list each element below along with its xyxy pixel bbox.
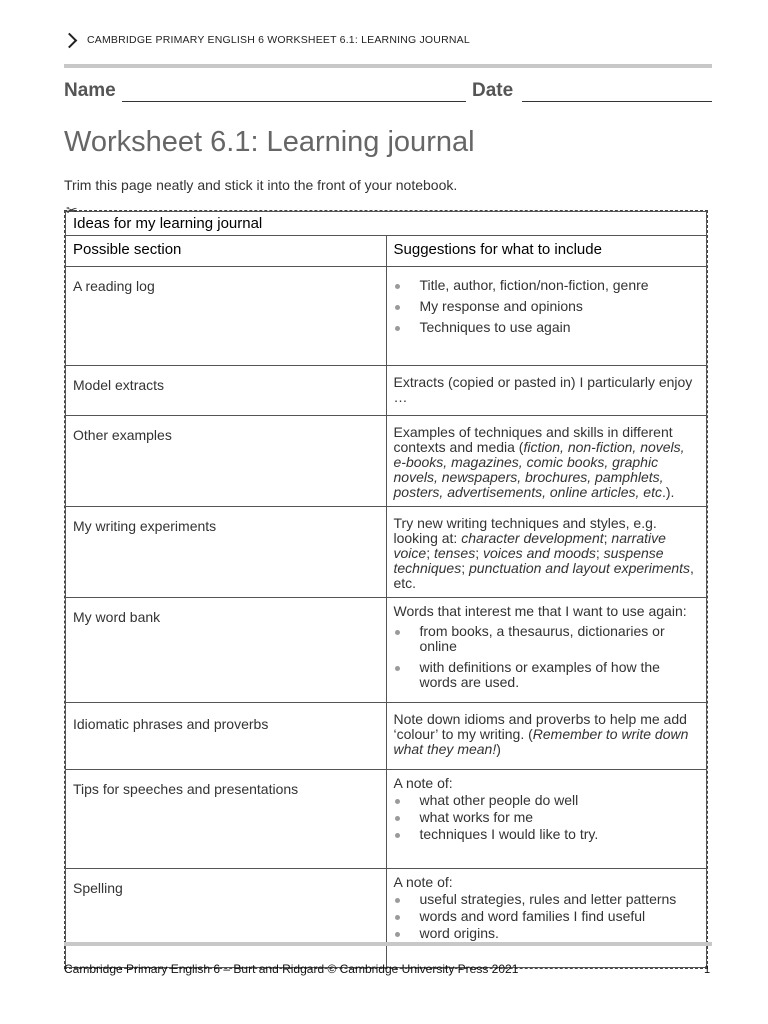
table-row <box>66 507 707 598</box>
table-row <box>66 869 707 968</box>
list-item: techniques I would like to try. <box>420 827 700 842</box>
text-run-italic: punctuation and layout experiments <box>469 560 691 576</box>
text-run-italic: fiction, non-fiction, novels, e-books, magazines, comic books, graphic novels, newspapers, brochures, pamphlets, posters, advertisements, online articles, etc <box>393 439 685 500</box>
table-header-row <box>66 236 707 267</box>
text-run: Note down idioms and proverbs to help me add ‘colour’ to my writing. ( <box>393 711 687 742</box>
row-suggestions <box>386 416 707 507</box>
row-section: Tips for speeches and presentations <box>66 770 387 869</box>
journal-table <box>65 211 707 968</box>
row-section: A reading log <box>66 267 387 366</box>
bullet-list <box>394 793 700 842</box>
chevron-right-icon <box>62 32 78 48</box>
column-header-section: Possible section <box>66 236 387 267</box>
row-suggestions <box>386 267 707 366</box>
footer-credit: Cambridge Primary English 6 – Burt and Ridgard © Cambridge University Press 2021 <box>64 962 519 976</box>
list-item: with definitions or examples of how the words are used. <box>420 660 700 690</box>
table-caption: Ideas for my learning journal <box>66 212 707 236</box>
text-run: ; <box>475 545 483 561</box>
row-section: Other examples <box>66 416 387 507</box>
text-run-italic: character development <box>461 530 604 546</box>
text-run: ; <box>426 545 434 561</box>
text-run-italic: narrative voice <box>393 530 666 561</box>
row-suggestions <box>386 869 707 968</box>
row-section: Model extracts <box>66 366 387 416</box>
date-field[interactable] <box>522 101 712 102</box>
column-header-suggestions: Suggestions for what to include <box>386 236 707 267</box>
name-date-row <box>64 80 712 106</box>
top-rule <box>64 64 712 68</box>
row-intro: Words that interest me that I want to use again: <box>393 603 687 619</box>
text-run: Try new writing techniques and styles, e.g. looking at: <box>393 515 657 546</box>
list-item: what other people do well <box>420 793 700 808</box>
row-intro: A note of: <box>393 874 453 890</box>
row-suggestions <box>386 703 707 770</box>
journal-table-cutout <box>64 210 708 969</box>
bullet-list <box>394 892 700 941</box>
row-section: Idiomatic phrases and proverbs <box>66 703 387 770</box>
text-run: ; <box>595 545 604 561</box>
list-item: My response and opinions <box>420 299 700 314</box>
table-caption-row <box>66 212 707 236</box>
list-item: from books, a thesaurus, dictionaries or online <box>420 624 700 654</box>
table-row <box>66 770 707 869</box>
table-row <box>66 267 707 366</box>
list-item: words and word families I find useful <box>420 909 700 924</box>
row-suggestions: Extracts (copied or pasted in) I particularly enjoy … <box>386 366 707 416</box>
row-suggestions <box>386 507 707 598</box>
list-item: useful strategies, rules and letter patterns <box>420 892 700 907</box>
list-item: what works for me <box>420 810 700 825</box>
row-intro: A note of: <box>393 775 453 791</box>
name-label: Name <box>64 80 116 101</box>
row-section: My word bank <box>66 598 387 703</box>
table-row <box>66 366 707 416</box>
text-run: Examples of techniques and skills in different contexts and media ( <box>393 424 673 455</box>
bullet-list <box>394 278 700 335</box>
row-suggestions <box>386 598 707 703</box>
worksheet-title: Worksheet 6.1: Learning journal <box>64 126 475 158</box>
bottom-rule <box>64 942 712 946</box>
scissors-icon: ✂ <box>66 202 78 218</box>
text-run-italic: Remember to write down what they mean! <box>393 726 689 757</box>
header-text: CAMBRIDGE PRIMARY ENGLISH 6 WORKSHEET 6.1: LEARNING JOURNAL <box>87 34 470 46</box>
table-row <box>66 416 707 507</box>
row-section: My writing experiments <box>66 507 387 598</box>
list-item: Title, author, fiction/non-fiction, genre <box>420 278 700 293</box>
table-row <box>66 598 707 703</box>
text-run-italic: suspense techniques <box>393 545 664 576</box>
text-run: ) <box>496 741 501 757</box>
text-run-italic: tenses <box>433 545 476 561</box>
text-run: , etc. <box>393 560 694 591</box>
row-suggestions <box>386 770 707 869</box>
text-run: .). <box>661 484 675 500</box>
row-section: Spelling <box>66 869 387 968</box>
running-header <box>64 34 470 46</box>
text-run-italic: voices and moods <box>483 545 596 561</box>
text-run: ; <box>461 560 469 576</box>
text-run: ; <box>603 530 612 546</box>
list-item: Techniques to use again <box>420 320 700 335</box>
name-field[interactable] <box>122 101 466 102</box>
list-item: word origins. <box>420 926 700 941</box>
instruction-text: Trim this page neatly and stick it into the front of your notebook. <box>64 177 458 193</box>
bullet-list <box>394 624 700 690</box>
date-label: Date <box>472 80 514 101</box>
table-row <box>66 703 707 770</box>
page-number: 1 <box>704 964 711 976</box>
